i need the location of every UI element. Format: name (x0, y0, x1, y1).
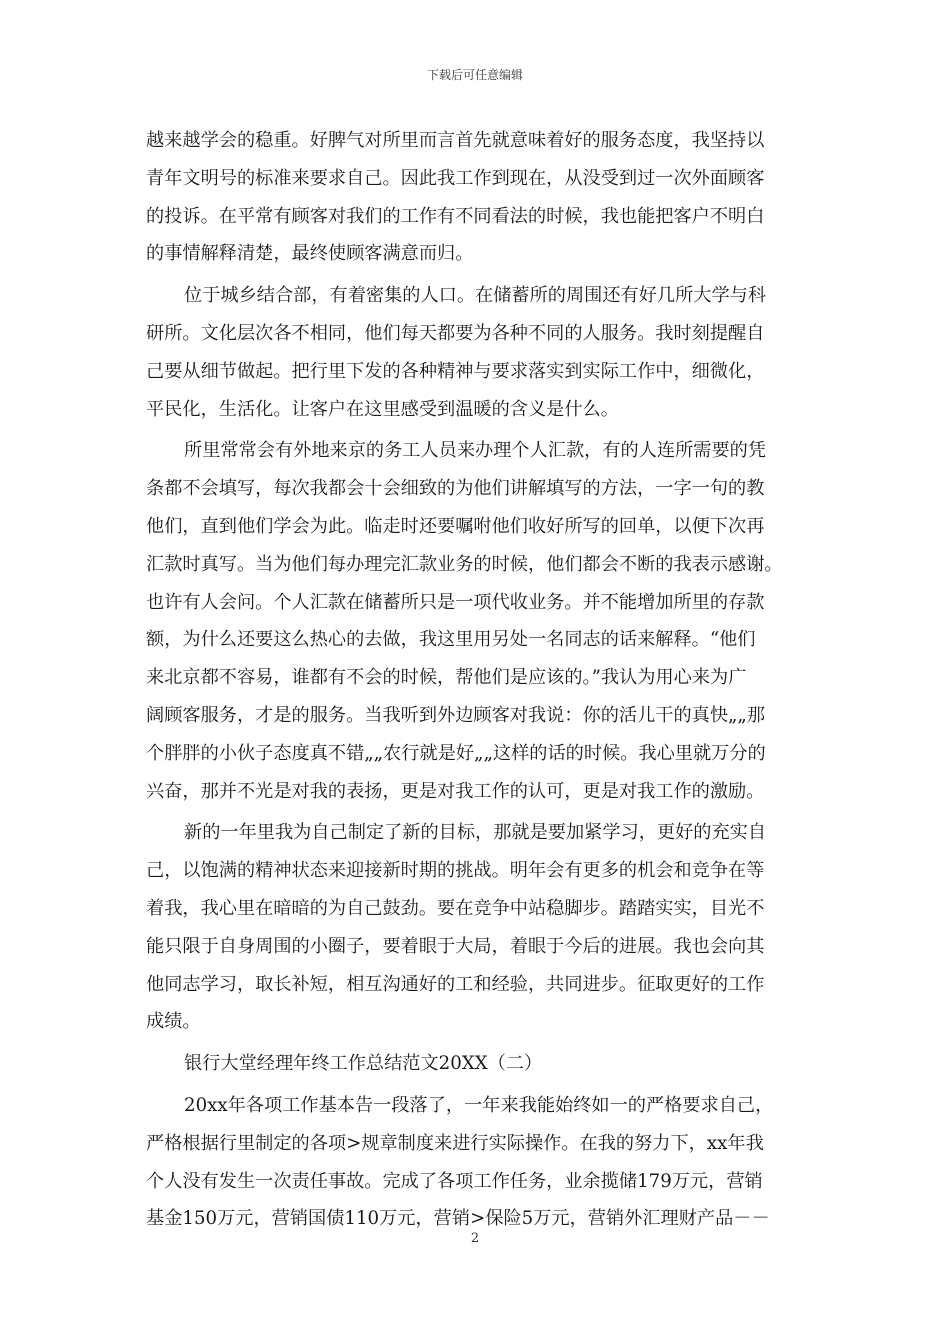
text-line: 所里常常会有外地来京的务工人员来办理个人汇款，有的人连所需要的凭 (184, 440, 767, 462)
text-line: 20xx年各项工作基本告一段落了，一年来我能始终如一的严格要求自己， (184, 1094, 774, 1116)
text-line: 着我，我心里在暗暗的为自己鼓劲。要在竞争中站稳脚步。踏踏实实，目光不 (146, 897, 765, 919)
text-line: 他同志学习，取长补短，相互沟通好的工和经验，共同进步。征取更好的工作 (146, 973, 765, 995)
text-line: 的事情解释清楚，最终使顾客满意而归。 (146, 243, 474, 265)
text-line: 青年文明号的标准来要求自己。因此我工作到现在，从没受到过一次外面顾客 (146, 167, 765, 189)
text-line: 来北京都不容易，谁都有不会的时候，帮他们是应该的。”我认为用心来为广 (146, 667, 747, 689)
text-line: 个胖胖的小伙子态度真不错„„农行就是好„„这样的话的时候。我心里就万分的 (146, 742, 766, 764)
text-line: 平民化，生活化。让客户在这里感受到温暖的含义是什么。 (146, 398, 619, 420)
text-line: 研所。文化层次各不相同，他们每天都要为各种不同的人服务。我时刻提醒自 (146, 322, 765, 344)
text-line: 个人没有发生一次责任事故。完成了各项工作任务，业余揽储179万元，营销 (146, 1170, 763, 1192)
text-line: 也许有人会问。个人汇款在储蓄所只是一项代收业务。并不能增加所里的存款 (146, 591, 765, 613)
text-line: 条都不会填写，每次我都会十会细致的为他们讲解填写的方法，一字一句的教 (146, 478, 765, 500)
text-line: 越来越学会的稳重。好脾气对所里而言首先就意味着好的服务态度，我坚持以 (146, 130, 765, 151)
text-line: 额，为什么还要这么热心的去做，我这里用另处一名同志的话来解释。“他们 (146, 629, 756, 651)
text-line: 能只限于自身周围的小圈子，要着眼于大局，着眼于今后的进展。我也会向其 (146, 935, 765, 957)
page-header: 下载后可任意编辑 (426, 68, 523, 82)
text-line: 严格根据行里制定的各项>规章制度来进行实际操作。在我的努力下，xx年我 (146, 1132, 764, 1154)
text-line: 兴奋，那并不光是对我的表扬，更是对我工作的认可，更是对我工作的激励。 (146, 780, 765, 802)
text-line: 位于城乡结合部，有着密集的人口。在储蓄所的周围还有好几所大学与科 (184, 285, 767, 307)
text-line: 己，以饱满的精神状态来迎接新时期的挑战。明年会有更多的机会和竞争在等 (146, 860, 765, 882)
text-line: 他们，直到他们学会为此。临走时还要嘱咐他们收好所写的回单，以便下次再 (146, 515, 765, 537)
text-line: 基金150万元，营销国债110万元，营销>保险5万元，营销外汇理财产品－－ (146, 1208, 770, 1230)
text-line: 新的一年里我为自己制定了新的目标，那就是要加紧学习，更好的充实自 (184, 822, 767, 844)
text-line: 成绩。 (146, 1011, 201, 1033)
text-line: 的投诉。在平常有顾客对我们的工作有不同看法的时候，我也能把客户不明白 (146, 205, 765, 227)
section-heading: 银行大堂经理年终工作总结范文20XX（二） (184, 1053, 543, 1075)
text-line: 己要从细节做起。把行里下发的各种精神与要求落实到实际工作中，细微化， (146, 360, 765, 382)
page-number: 2 (470, 1231, 480, 1246)
document-body (146, 122, 808, 1238)
text-line: 阔顾客服务，才是的服务。当我听到外边顾客对我说：你的活儿干的真快„„那 (146, 704, 766, 726)
text-line: 汇款时真写。当为他们每办理完汇款业务的时候，他们都会不断的我表示感谢。 (146, 553, 783, 575)
